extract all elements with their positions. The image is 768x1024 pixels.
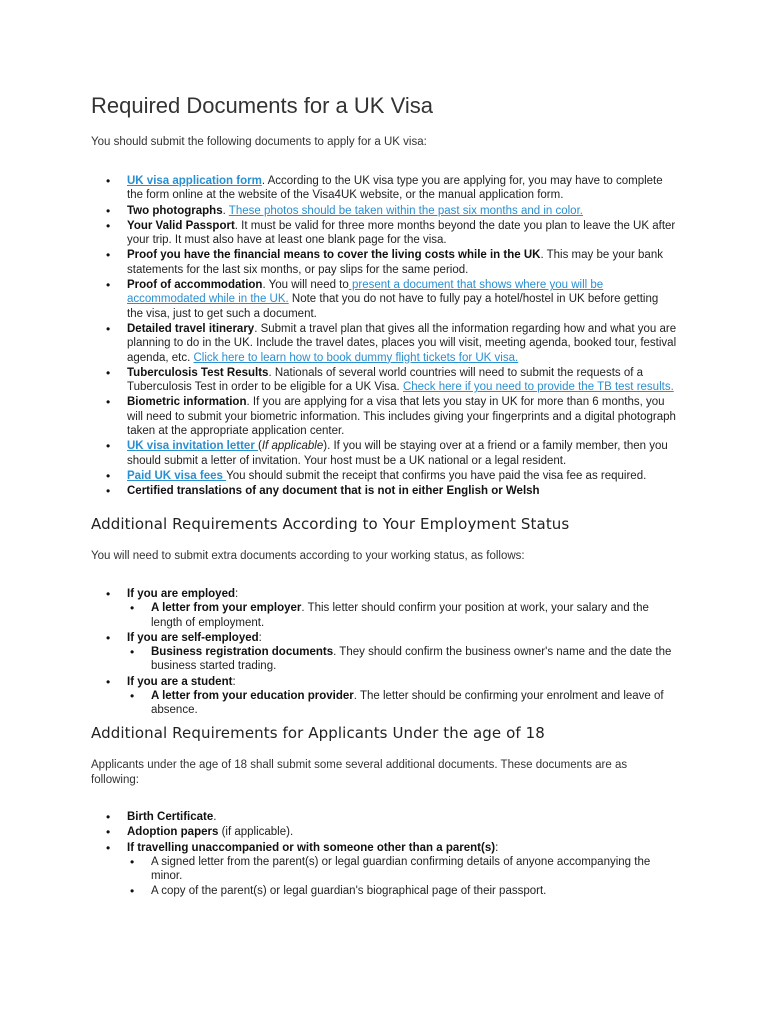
sub-list-item: • A letter from your employer. This letter should confirm your position at work, your salary and the length of employment.: [151, 601, 672, 630]
employment-section-heading: Additional Requirements According to Your Employment Status: [91, 515, 570, 533]
list-item: • Birth Certificate.: [127, 810, 672, 824]
list-item: • Your Valid Passport. It must be valid for three more months beyond the date you plan to leave the UK after your trip. It must also have at least one blank page for the visa.: [127, 219, 677, 248]
sub-list-item: • A letter from your education provider. The letter should be confirming your enrolment and leave of absence.: [151, 689, 672, 718]
list-item: • Two photographs. These photos should be taken within the past six months and in color.: [127, 204, 677, 218]
list-item: • Adoption papers (if applicable).: [127, 825, 672, 839]
required-documents-list: [127, 174, 677, 499]
list-item: • If you are a student: • A letter from your education provider. The letter should be confirming your enrolment and leave of absence.: [127, 675, 672, 718]
sub-list: [127, 855, 672, 899]
sub-list-item: • Business registration documents. They should confirm the business owner's name and the date the business started trading.: [151, 645, 672, 674]
list-item: • Biometric information. If you are applying for a visa that lets you stay in UK for more than 6 months, you will need to submit your biometric information. This includes giving your fingerprints and a digital photograph taken at the appropriate application center.: [127, 395, 677, 438]
employment-list: [127, 587, 672, 718]
list-item: • Tuberculosis Test Results. Nationals of several world countries will need to submit the requests of a Tuberculosis Test in order to be eligible for a UK Visa. Check here if you need to provide the TB test results.: [127, 366, 677, 395]
list-item: • If you are employed: • A letter from your employer. This letter should confirm your position at work, your salary and the length of employment.: [127, 587, 672, 630]
list-item: • Proof of accommodation. You will need to present a document that shows where you will be accommodated while in the UK. Note that you do not have to fully pay a hotel/hostel in UK before getting the visa, just to get such a document.: [127, 278, 677, 321]
visa-fees-link[interactable]: Paid UK visa fees: [127, 469, 227, 482]
accommodation-document-link[interactable]: present a document that shows where you will be accommodated while in the UK.: [127, 279, 604, 306]
list-item: • Detailed travel itinerary. Submit a travel plan that gives all the information regarding how and what you are planning to do in the UK. Include the travel dates, places you will visit, meeting agenda, booked tour, festival agenda, etc. Click here to learn how to book dummy flight tickets for UK visa.: [127, 322, 677, 365]
list-item: • Paid UK visa fees You should submit the receipt that confirms you have paid the visa fee as required.: [127, 469, 677, 483]
list-item: • UK visa application form. According to the UK visa type you are applying for, you may have to complete the form online at the website of the Visa4UK website, or the manual application form.: [127, 174, 677, 203]
tb-test-link[interactable]: Check here if you need to provide the TB test results.: [402, 381, 674, 394]
list-item: • Proof you have the financial means to cover the living costs while in the UK. This may be your bank statements for the last six months, or pay slips for the same period.: [127, 248, 677, 277]
under-18-list: [127, 810, 672, 899]
photos-link[interactable]: These photos should be taken within the past six months and in color.: [228, 204, 583, 217]
sub-list-item: • A copy of the parent(s) or legal guardian's biographical page of their passport.: [151, 884, 672, 898]
list-item: • If travelling unaccompanied or with someone other than a parent(s): • A signed letter from the parent(s) or legal guardian confirming details of anyone accompanying the minor. • A copy of the parent(s) or legal guardian's biographical page of their passport.: [127, 841, 672, 899]
under-18-intro-text: Applicants under the age of 18 shall submit some several additional documents. These documents are as following:: [91, 759, 628, 786]
page-title: Required Documents for a UK Visa: [91, 93, 433, 118]
visa-application-form-link[interactable]: UK visa application form: [127, 175, 262, 187]
list-item: • If you are self-employed: • Business registration documents. They should confirm the business owner's name and the date the business started trading.: [127, 631, 672, 674]
sub-list: [127, 689, 672, 718]
employment-intro-text: You will need to submit extra documents according to your working status, as follows:: [91, 550, 525, 562]
dummy-flight-tickets-link[interactable]: Click here to learn how to book dummy flight tickets for UK visa.: [193, 351, 519, 364]
list-item: • UK visa invitation letter (If applicable). If you will be staying over at a friend or a family member, then you should submit a letter of invitation. Your host must be a UK national or a legal resident.: [127, 439, 677, 468]
intro-text: You should submit the following documents to apply for a UK visa:: [91, 136, 427, 148]
invitation-letter-link[interactable]: UK visa invitation letter: [127, 440, 259, 453]
sub-list-item: • A signed letter from the parent(s) or legal guardian confirming details of anyone accompanying the minor.: [151, 855, 672, 884]
sub-list: [127, 601, 672, 630]
under-18-section-heading: Additional Requirements for Applicants Under the age of 18: [91, 724, 545, 742]
sub-list: [127, 645, 672, 674]
list-item: • Certified translations of any document that is not in either English or Welsh: [127, 484, 677, 498]
